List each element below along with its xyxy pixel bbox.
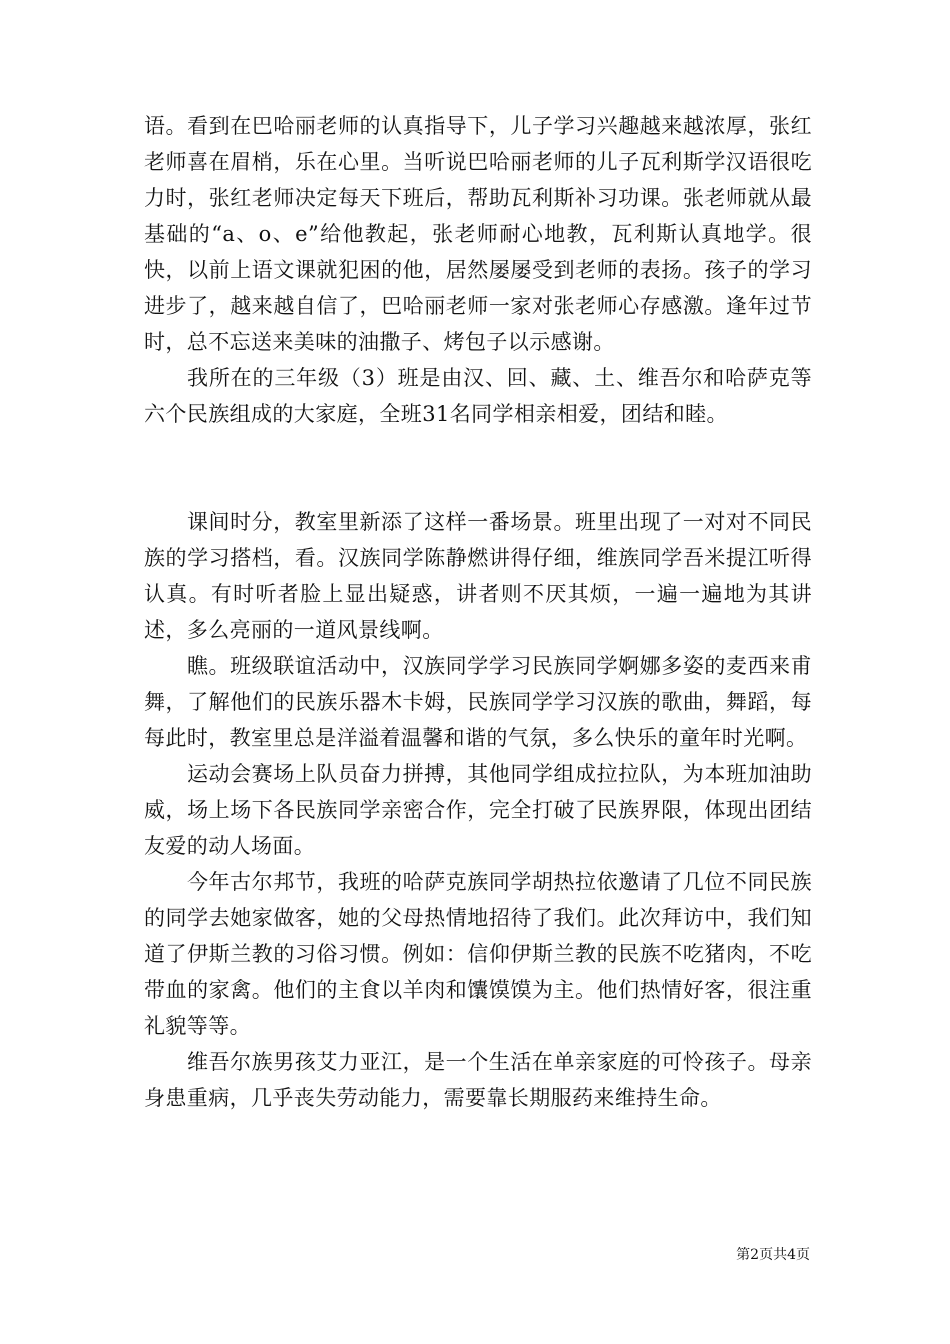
paragraph-study-partners: 课间时分，教室里新添了这样一番场景。班里出现了一对对不同民族的学习搭档，看。汉族同学陈静燃讲得仔细，维族同学吾米提江听得认真。有时听者脸上显出疑惑，讲者则不厌其烦，一遍一遍地为其讲述，多么亮丽的一道风景线啊。 [144,510,812,642]
paragraph-class-party: 瞧。班级联谊活动中，汉族同学学习民族同学婀娜多姿的麦西来甫舞，了解他们的民族乐器木卡姆，民族同学学习汉族的歌曲，舞蹈，每每此时，教室里总是洋溢着温馨和谐的气氛，多么快乐的童年时光啊。 [144,654,812,750]
document-body [144,108,812,1116]
paragraph-corban-festival: 今年古尔邦节，我班的哈萨克族同学胡热拉依邀请了几位不同民族的同学去她家做客，她的父母热情地招待了我们。此次拜访中，我们知道了伊斯兰教的习俗习惯。例如：信仰伊斯兰教的民族不吃猪肉，不吃带血的家禽。他们的主食以羊肉和馕馍馍为主。他们热情好客，很注重礼貌等等。 [144,870,812,1038]
paragraph-uyghur-boy: 维吾尔族男孩艾力亚江，是一个生活在单亲家庭的可怜孩子。母亲身患重病，几乎丧失劳动能力，需要靠长期服药来维持生命。 [144,1050,812,1110]
paragraph-sports-meet: 运动会赛场上队员奋力拼搏，其他同学组成拉拉队，为本班加油助威，场上场下各民族同学亲密合作，完全打破了民族界限，体现出团结友爱的动人场面。 [144,762,812,858]
paragraph-continuation: 语。看到在巴哈丽老师的认真指导下，儿子学习兴趣越来越浓厚，张红老师喜在眉梢，乐在心里。当听说巴哈丽老师的儿子瓦利斯学汉语很吃力时，张红老师决定每天下班后，帮助瓦利斯补习功课。张老师就从最基础的“a、o、e”给他教起，张老师耐心地教，瓦利斯认真地学。很快，以前上语文课就犯困的他，居然屡屡受到老师的表扬。孩子的学习进步了，越来越自信了，巴哈丽老师一家对张老师心存感激。逢年过节时，总不忘送来美味的油撒子、烤包子以示感谢。 [144,114,812,354]
paragraph-class-intro: 我所在的三年级（3）班是由汉、回、藏、土、维吾尔和哈萨克等六个民族组成的大家庭，全班31名同学相亲相爱，团结和睦。 [144,366,812,426]
section-gap [144,432,812,504]
page-number: 第2页共4页 [736,1247,810,1263]
